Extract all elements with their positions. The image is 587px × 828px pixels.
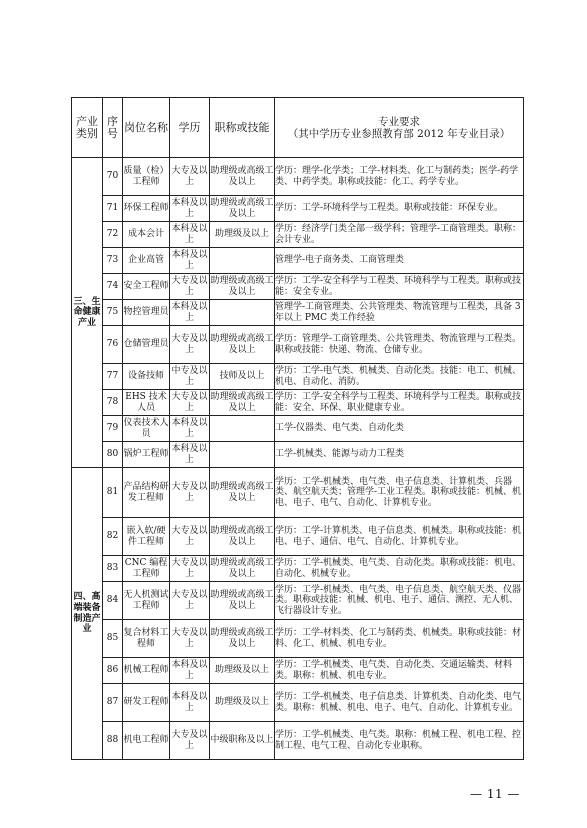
major-cell: 学历：工学-安全科学与工程类、环境科学与工程类。职称或技能：安全专业。 — [275, 274, 524, 300]
education-cell: 本科及以上 — [170, 196, 210, 222]
recruitment-table — [71, 97, 524, 760]
header-seq: 序号 — [103, 98, 123, 158]
table-row — [72, 582, 524, 620]
title-cell: 助理级及以上 — [210, 684, 275, 722]
title-cell: 助理级或高级工及以上 — [210, 390, 275, 416]
header-title: 职称或技能 — [210, 98, 275, 158]
table-row — [72, 684, 524, 722]
header-position: 岗位名称 — [123, 98, 170, 158]
table-row — [72, 326, 524, 364]
table-row — [72, 274, 524, 300]
title-cell: 助理级或高级工及以上 — [210, 274, 275, 300]
education-cell: 大专及以上 — [170, 582, 210, 620]
position-cell: 嵌入软/硬件工程师 — [123, 518, 170, 556]
education-cell: 本科及以上 — [170, 684, 210, 722]
seq-cell: 72 — [103, 222, 123, 248]
position-cell: 仪表技术人员 — [123, 416, 170, 442]
table-row — [72, 518, 524, 556]
education-cell: 大专及以上 — [170, 390, 210, 416]
title-cell: 助理级或高级工及以上 — [210, 518, 275, 556]
major-cell: 学历：工学-安全科学与工程类、环境科学与工程类。职称或技能：安全、环保、职业健康专业。 — [275, 390, 524, 416]
table-row — [72, 468, 524, 518]
education-cell: 大专及以上 — [170, 326, 210, 364]
table-row — [72, 222, 524, 248]
title-cell: 助理级或高级工及以上 — [210, 158, 275, 196]
seq-cell: 71 — [103, 196, 123, 222]
position-cell: 复合材料工程师 — [123, 620, 170, 658]
header-major-line1: 专业要求 — [378, 115, 420, 128]
seq-cell: 85 — [103, 620, 123, 658]
title-cell — [210, 442, 275, 468]
education-cell: 大专及以上 — [170, 722, 210, 760]
seq-cell: 77 — [103, 364, 123, 390]
seq-cell: 73 — [103, 248, 123, 274]
title-cell: 助理级或高级工及以上 — [210, 196, 275, 222]
category-cell: 三、生命健康产业 — [72, 158, 103, 468]
seq-cell: 84 — [103, 582, 123, 620]
table-row — [72, 158, 524, 196]
table-row — [72, 300, 524, 326]
seq-cell: 78 — [103, 390, 123, 416]
title-cell: 技师及以上 — [210, 364, 275, 390]
header-major-line2: （其中学历专业参照教育部 2012 年专业目录） — [287, 127, 511, 140]
seq-cell: 86 — [103, 658, 123, 684]
education-cell: 大专及以上 — [170, 274, 210, 300]
table-header-row — [72, 98, 524, 158]
position-cell: CNC 编程工程师 — [123, 556, 170, 582]
position-cell: 无人机测试工程师 — [123, 582, 170, 620]
major-cell: 学历：工学-机械类、电气类。职称：机械工程、机电工程、控制工程、电气工程、自动化专业职称。 — [275, 722, 524, 760]
education-cell: 大专及以上 — [170, 518, 210, 556]
title-cell: 助理级及以上 — [210, 658, 275, 684]
major-cell: 学历：工学-机械类、电气类、自动化类。职称或技能：机电、自动化、机械专业。 — [275, 556, 524, 582]
position-cell: 仓储管理员 — [123, 326, 170, 364]
table-row — [72, 556, 524, 582]
table-row — [72, 390, 524, 416]
table-row — [72, 442, 524, 468]
position-cell: 锅炉工程师 — [123, 442, 170, 468]
education-cell: 大专及以上 — [170, 620, 210, 658]
title-cell: 助理级或高级工及以上 — [210, 582, 275, 620]
major-cell: 工学-仪器类、电气类、自动化类 — [275, 416, 524, 442]
seq-cell: 75 — [103, 300, 123, 326]
seq-cell: 79 — [103, 416, 123, 442]
education-cell: 大专及以上 — [170, 468, 210, 518]
seq-cell: 82 — [103, 518, 123, 556]
seq-cell: 81 — [103, 468, 123, 518]
education-cell: 本科及以上 — [170, 222, 210, 248]
page-number: — 11 — — [470, 787, 520, 801]
major-cell: 管理学-工商管理类、公共管理类、物流管理与工程类，具备 3 年以上 PMC 类工作经验 — [275, 300, 524, 326]
major-cell: 管理学-电子商务类、工商管理类 — [275, 248, 524, 274]
major-cell: 学历：工学-计算机类、电子信息类、机械类。职称或技能：机电、电子、通信、电气、自动化、计算机专业。 — [275, 518, 524, 556]
major-cell: 学历：工学-环境科学与工程类。职称或技能：环保专业。 — [275, 196, 524, 222]
title-cell: 中级职称及以上 — [210, 722, 275, 760]
education-cell: 本科及以上 — [170, 248, 210, 274]
position-cell: 成本会计 — [123, 222, 170, 248]
position-cell: 企业高管 — [123, 248, 170, 274]
title-cell: 助理级或高级工及以上 — [210, 468, 275, 518]
title-cell — [210, 248, 275, 274]
header-category: 产业类别 — [72, 98, 103, 158]
major-cell: 学历：工学-机械类、电气类、电子信息类、航空航天类、仪器类。职称或技能：机械、机电、电子、通信、测控、无人机、飞行器设计专业。 — [275, 582, 524, 620]
position-cell: 机械工程师 — [123, 658, 170, 684]
education-cell: 本科及以上 — [170, 658, 210, 684]
table-row — [72, 196, 524, 222]
education-cell: 大专及以上 — [170, 158, 210, 196]
education-cell: 中专及以上 — [170, 364, 210, 390]
major-cell: 学历：工学-电气类、机械类、自动化类。技能：电工、机械、机电、自动化、消防。 — [275, 364, 524, 390]
header-education: 学历 — [170, 98, 210, 158]
major-cell: 学历：理学-化学类；工学-材料类、化工与制药类；医学-药学类、中药学类。职称或技能：化工、药学专业。 — [275, 158, 524, 196]
position-cell: 机电工程师 — [123, 722, 170, 760]
title-cell — [210, 300, 275, 326]
seq-cell: 83 — [103, 556, 123, 582]
title-cell: 助理级或高级工及以上 — [210, 326, 275, 364]
position-cell: 安全工程师 — [123, 274, 170, 300]
title-cell: 助理级或高级工及以上 — [210, 556, 275, 582]
position-cell: 质量（检）工程师 — [123, 158, 170, 196]
major-cell: 学历：工学-机械类、电子信息类、计算机类、自动化类、电气类。职称：机械、机电、电子、电气、自动化、计算机专业。 — [275, 684, 524, 722]
major-cell: 学历：经济学门类全部一级学科；管理学-工商管理类。职称：会计专业。 — [275, 222, 524, 248]
table-row — [72, 248, 524, 274]
major-cell: 工学-机械类、能源与动力工程类 — [275, 442, 524, 468]
major-cell: 学历：管理学-工商管理类、公共管理类、物流管理与工程类。职称或技能：快递、物流、仓储专业。 — [275, 326, 524, 364]
title-cell — [210, 416, 275, 442]
table-row — [72, 620, 524, 658]
seq-cell: 80 — [103, 442, 123, 468]
table-row — [72, 658, 524, 684]
seq-cell: 88 — [103, 722, 123, 760]
category-cell: 四、高端装备制造产业 — [72, 468, 103, 760]
table-body — [72, 158, 524, 760]
position-cell: 产品结构研发工程师 — [123, 468, 170, 518]
position-cell: 设备技师 — [123, 364, 170, 390]
position-cell: 环保工程师 — [123, 196, 170, 222]
table-row — [72, 722, 524, 760]
header-major — [275, 98, 524, 158]
title-cell: 助理级及以上 — [210, 222, 275, 248]
education-cell: 本科及以上 — [170, 416, 210, 442]
education-cell: 本科及以上 — [170, 300, 210, 326]
table-row — [72, 416, 524, 442]
major-cell: 学历：工学-材料类、化工与制药类、机械类。职称或技能：材料、化工、机械、机电专业。 — [275, 620, 524, 658]
major-cell: 学历：工学-机械类、电气类、自动化类、交通运输类、材料类。职称：机械、机电专业。 — [275, 658, 524, 684]
position-cell: 研发工程师 — [123, 684, 170, 722]
table-row — [72, 364, 524, 390]
seq-cell: 87 — [103, 684, 123, 722]
education-cell: 大专及以上 — [170, 556, 210, 582]
seq-cell: 74 — [103, 274, 123, 300]
title-cell: 助理级或高级工及以上 — [210, 620, 275, 658]
major-cell: 学历：工学-机械类、电气类、电子信息类、计算机类、兵器类、航空航天类；管理学-工业工程类。职称或技能：机械、机电、电子、电气、自动化、计算机专业。 — [275, 468, 524, 518]
seq-cell: 76 — [103, 326, 123, 364]
position-cell: EHS 技术人员 — [123, 390, 170, 416]
education-cell: 本科及以上 — [170, 442, 210, 468]
seq-cell: 70 — [103, 158, 123, 196]
position-cell: 物控管理员 — [123, 300, 170, 326]
